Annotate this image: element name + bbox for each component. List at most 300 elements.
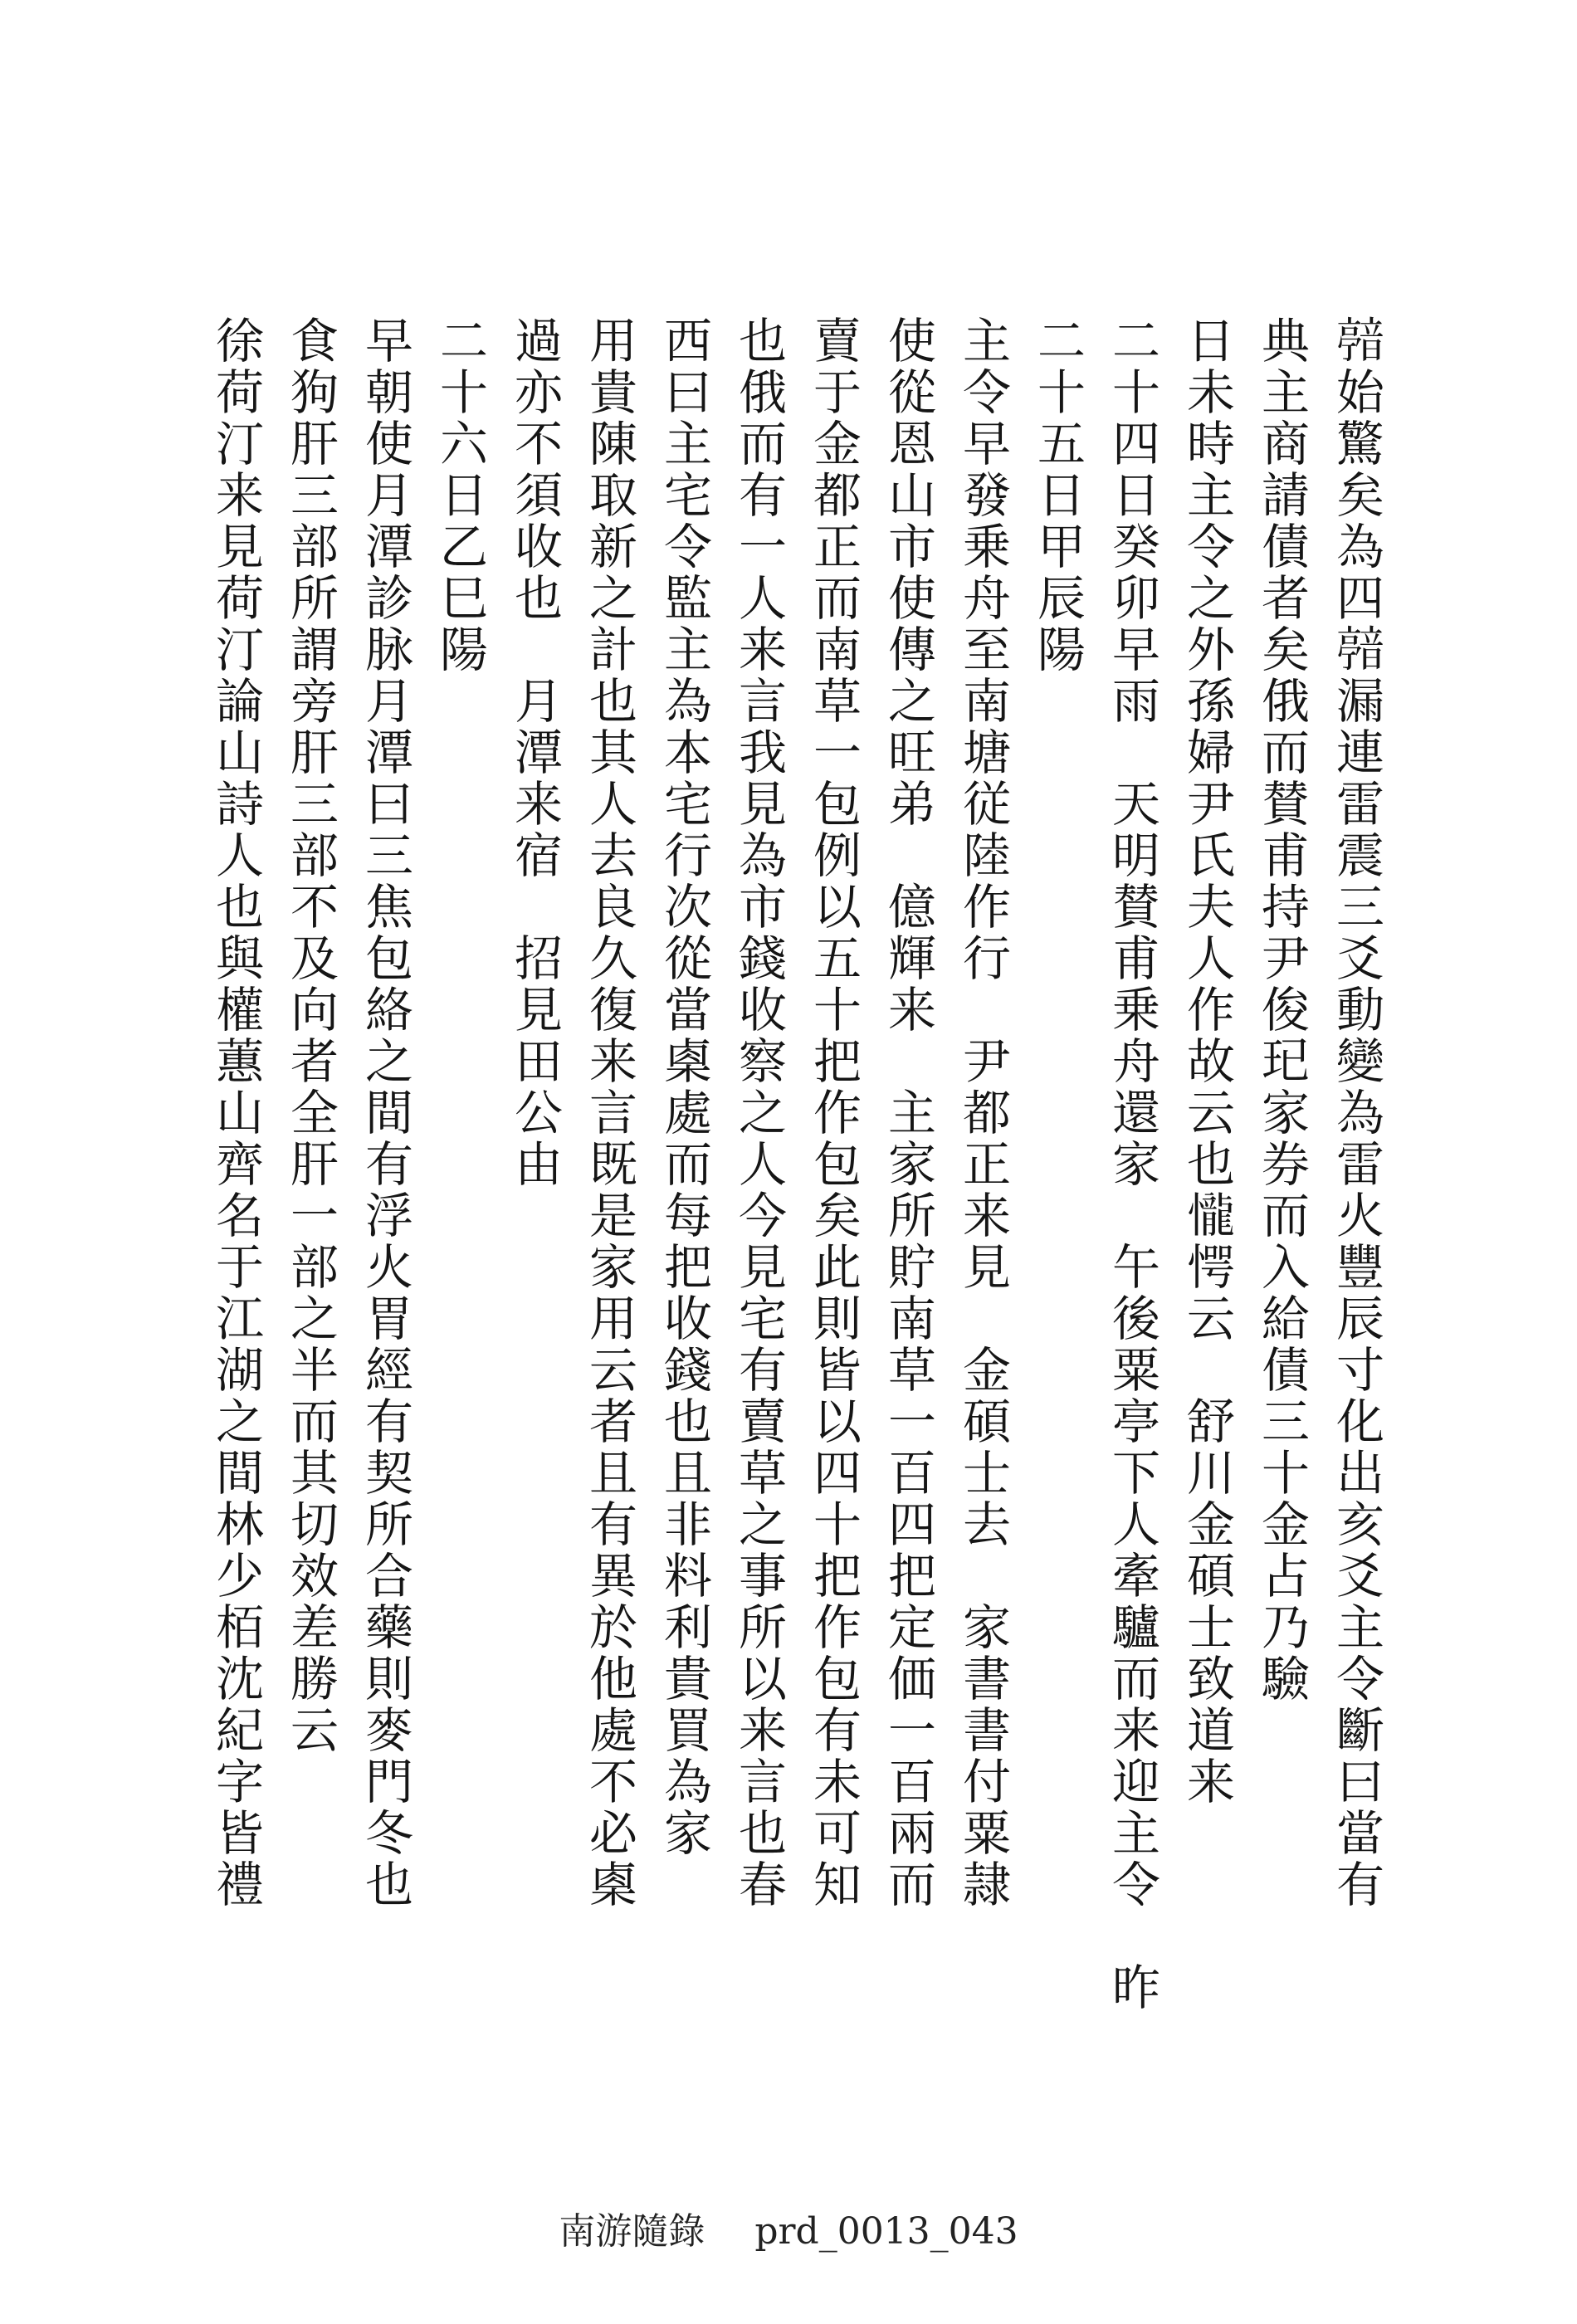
text-char: 之 [364, 1033, 413, 1090]
text-char: 食 [290, 313, 339, 369]
text-char: 㮚 [663, 1033, 712, 1090]
text-char: 三 [1335, 879, 1384, 935]
text-char: 林 [215, 1496, 264, 1553]
text-char: 旺 [887, 725, 936, 781]
text-char: 其 [290, 1445, 339, 1501]
text-char: 給 [1261, 1291, 1310, 1347]
text-char: 料 [663, 1548, 712, 1604]
text-char: 不 [290, 879, 339, 935]
text-column [1028, 315, 1096, 676]
text-char: 者 [588, 1394, 637, 1450]
text-char: 亭 [1111, 1394, 1160, 1450]
text-char: 與 [215, 930, 264, 987]
text-char: 来 [738, 622, 787, 678]
text-char: 賛 [1111, 879, 1160, 935]
text-char: 他 [588, 1651, 637, 1707]
text-char: 計 [588, 622, 637, 678]
text-char: 三 [290, 776, 339, 832]
text-char: 有 [738, 467, 787, 524]
text-char [505, 881, 573, 933]
text-char: 所 [364, 1496, 413, 1553]
text-char: 少 [215, 1548, 264, 1604]
text-char: 且 [663, 1445, 712, 1501]
text-char: 經 [364, 1342, 413, 1399]
text-char: 占 [1261, 1548, 1310, 1604]
text-char: 間 [364, 1085, 413, 1141]
text-column [1102, 315, 1170, 2014]
text-char: 冬 [364, 1805, 413, 1862]
text-char: 言 [588, 1085, 637, 1141]
text-char: 都 [962, 1085, 1011, 1141]
text-char: 山 [215, 725, 264, 781]
text-char: 十 [1037, 364, 1086, 421]
text-char: 舟 [962, 570, 1011, 627]
text-char: 家 [962, 1599, 1011, 1656]
text-char: 為 [1335, 519, 1384, 575]
text-char: 脉 [364, 622, 413, 678]
text-char: 勝 [290, 1651, 339, 1707]
text-char: 婦 [1186, 725, 1235, 781]
text-char: 為 [738, 828, 787, 884]
text-char: 貴 [588, 364, 637, 421]
text-char: 可 [813, 1805, 862, 1862]
text-char: 孫 [1186, 673, 1235, 730]
text-char: 矣 [1335, 467, 1384, 524]
text-char: 見 [962, 1239, 1011, 1296]
text-char: 者 [1261, 570, 1310, 627]
text-char: 之 [1186, 570, 1235, 627]
text-char: 粟 [962, 1805, 1011, 1862]
text-char: 不 [514, 416, 563, 472]
text-char: 見 [738, 776, 787, 832]
text-char [1102, 1190, 1170, 1242]
text-char: 乗 [1111, 982, 1160, 1038]
text-char: 日 [1111, 467, 1160, 524]
text-char: 五 [1037, 416, 1086, 472]
text-char: 效 [290, 1548, 339, 1604]
text-char: 尹 [1186, 776, 1235, 832]
text-char: 四 [1111, 416, 1160, 472]
text-char: 宅 [663, 776, 712, 832]
text-char: 而 [1261, 725, 1310, 781]
text-char: 云 [1186, 1291, 1235, 1347]
text-char: 金 [1261, 1496, 1310, 1553]
text-char: 把 [663, 1239, 712, 1296]
text-char: 㮚 [588, 1857, 637, 1913]
text-char: 十 [1111, 364, 1160, 421]
text-char: 也 [738, 1805, 787, 1862]
text-char: 之 [738, 1496, 787, 1553]
text-char: 當 [1335, 1805, 1384, 1862]
text-char: 俄 [1261, 673, 1310, 730]
text-char: 間 [215, 1445, 264, 1501]
text-char: 書 [962, 1702, 1011, 1759]
text-char: 公 [514, 1085, 563, 1141]
text-char: 監 [663, 570, 712, 627]
text-char: 錢 [738, 930, 787, 987]
text-char: 𩐴 [1335, 313, 1384, 369]
text-char: 雷 [1335, 1136, 1384, 1193]
text-char: 汀 [215, 416, 264, 472]
text-char: 甲 [1037, 519, 1086, 575]
text-column [206, 315, 274, 1911]
text-char: 見 [738, 1239, 787, 1296]
text-char: 沈 [215, 1651, 264, 1707]
text-char: 辰 [1037, 570, 1086, 627]
text-char: 之 [887, 673, 936, 730]
text-char: 早 [1111, 622, 1160, 678]
footer-code: prd_0013_043 [754, 2210, 1018, 2253]
text-char: 切 [290, 1496, 339, 1553]
text-char: 甫 [1261, 828, 1310, 884]
text-char: 于 [215, 1239, 264, 1296]
text-char: 曰 [1335, 1754, 1384, 1810]
text-char: 一 [738, 519, 787, 575]
text-char: 所 [290, 570, 339, 627]
text-char: 之 [215, 1394, 264, 1450]
text-column [505, 313, 573, 1193]
text-char: 草 [887, 1342, 936, 1399]
text-char: 有 [738, 1342, 787, 1399]
text-char: 荷 [215, 364, 264, 421]
text-char: 為 [1335, 1085, 1384, 1141]
text-char: 甫 [1111, 930, 1160, 987]
text-char: 焦 [364, 879, 413, 935]
text-char: 部 [290, 519, 339, 575]
text-char: 持 [1261, 879, 1310, 935]
text-char: 外 [1186, 622, 1235, 678]
text-char: 所 [887, 1188, 936, 1244]
text-char: 皆 [813, 1342, 862, 1399]
text-char: 家 [887, 1136, 936, 1193]
text-column [654, 313, 722, 1862]
text-char: 合 [364, 1548, 413, 1604]
text-char: 氏 [1186, 828, 1235, 884]
text-char: 至 [962, 622, 1011, 678]
text-char: 震 [1335, 828, 1384, 884]
text-char: 人 [738, 1136, 787, 1193]
text-char: 胃 [364, 1291, 413, 1347]
text-char: 也 [215, 879, 264, 935]
text-char: 来 [738, 1702, 787, 1759]
text-char: 四 [1335, 570, 1384, 627]
text-char: 来 [1186, 1754, 1235, 1810]
text-char: 例 [813, 828, 862, 884]
text-char: 十 [439, 364, 488, 421]
text-char: 宅 [663, 467, 712, 524]
text-char: 也 [1186, 1136, 1235, 1193]
text-char [1102, 1911, 1170, 1962]
text-char: 曰 [364, 776, 413, 832]
text-char: 荷 [215, 570, 264, 627]
text-char: 宅 [738, 1291, 787, 1347]
text-char: 驚 [1335, 416, 1384, 472]
text-char: 午 [1111, 1239, 1160, 1296]
text-char: 家 [663, 1805, 712, 1862]
text-char: 察 [738, 1033, 787, 1090]
text-char: 云 [588, 1342, 637, 1399]
text-char: 云 [290, 1702, 339, 1759]
text-char: 日 [439, 467, 488, 524]
text-char [878, 830, 946, 881]
text-char: 碩 [1186, 1548, 1235, 1604]
text-char: 一 [887, 1394, 936, 1450]
text-char: 月 [514, 673, 563, 730]
text-char: 且 [588, 1445, 637, 1501]
text-column [355, 315, 423, 1911]
text-char: 紀 [215, 1702, 264, 1759]
text-char: 十 [813, 982, 862, 1038]
text-char: 未 [813, 1754, 862, 1810]
text-char: 也 [663, 1394, 712, 1450]
text-char: 三 [290, 467, 339, 524]
text-char: 主 [1261, 364, 1310, 421]
text-char: 乃 [1261, 1599, 1310, 1656]
text-char: 従 [962, 776, 1011, 832]
text-char: 二 [439, 313, 488, 369]
text-char: 愕 [1186, 1239, 1235, 1296]
text-char: 辰 [1335, 1291, 1384, 1347]
text-char: 億 [887, 879, 936, 935]
text-char: 債 [1261, 1342, 1310, 1399]
footer-title: 南游隨錄 [559, 2210, 706, 2253]
text-char: 不 [588, 1754, 637, 1810]
text-char: 兩 [887, 1805, 936, 1862]
text-char: 夫 [1186, 879, 1235, 935]
text-char: 既 [588, 1136, 637, 1193]
text-char: 於 [588, 1599, 637, 1656]
text-char: 人 [1186, 930, 1235, 987]
text-char: 日 [1186, 313, 1235, 369]
text-char: 狗 [290, 364, 339, 421]
text-char: 湖 [215, 1342, 264, 1399]
text-char: 債 [1261, 519, 1310, 575]
text-char: 商 [1261, 416, 1310, 472]
text-char: 隷 [962, 1857, 1011, 1913]
text-char: 十 [813, 1496, 862, 1553]
text-char: 絡 [364, 982, 413, 1038]
text-char: 驗 [1261, 1651, 1310, 1707]
text-char: 家 [588, 1239, 637, 1296]
text-char: 作 [1186, 982, 1235, 1038]
text-char: 川 [1186, 1445, 1235, 1501]
text-char: 𩐴 [1335, 622, 1384, 678]
text-char: 後 [1111, 1291, 1160, 1347]
text-char: 謂 [290, 622, 339, 678]
text-char: 曰 [663, 364, 712, 421]
text-char: 令 [1335, 1651, 1384, 1707]
text-char: 陳 [588, 416, 637, 472]
text-char: 名 [215, 1188, 264, 1244]
text-char: 非 [663, 1496, 712, 1553]
text-char [505, 624, 573, 676]
text-char: 而 [887, 1857, 936, 1913]
text-char: 亥 [1335, 1496, 1384, 1553]
text-char: 收 [514, 519, 563, 575]
text-column [1326, 315, 1394, 1911]
text-char: 當 [663, 982, 712, 1038]
text-char: 使 [887, 313, 936, 369]
text-char: 四 [813, 1445, 862, 1501]
text-char: 南 [813, 622, 862, 678]
text-char: 尹 [962, 1033, 1011, 1090]
text-char: 人 [588, 776, 637, 832]
text-char: 言 [738, 673, 787, 730]
text-char: 主 [663, 622, 712, 678]
text-char: 朝 [364, 364, 413, 421]
text-char: 詩 [215, 776, 264, 832]
text-column [729, 315, 797, 1911]
text-char: 有 [364, 1136, 413, 1193]
text-char: 亦 [514, 364, 563, 421]
text-char: 金 [962, 1342, 1011, 1399]
text-char: 士 [1186, 1599, 1235, 1656]
text-char: 始 [1335, 364, 1384, 421]
text-char: 雨 [1111, 673, 1160, 730]
text-char: 俊 [1261, 982, 1310, 1038]
text-char: 向 [290, 982, 339, 1038]
text-char: 由 [514, 1136, 563, 1193]
text-char: 十 [1261, 1445, 1310, 1501]
text-char: 令 [962, 364, 1011, 421]
text-char: 書 [962, 1651, 1011, 1707]
text-char: 則 [364, 1651, 413, 1707]
text-char: 南 [962, 673, 1011, 730]
text-char: 令 [663, 519, 712, 575]
text-char: 潭 [364, 519, 413, 575]
text-char: 主 [1335, 1599, 1384, 1656]
text-char: 差 [290, 1599, 339, 1656]
text-char: 牽 [1111, 1548, 1160, 1604]
text-char: 包 [813, 1136, 862, 1193]
text-char: 一 [887, 1702, 936, 1759]
text-char: 火 [1335, 1188, 1384, 1244]
text-char: 早 [364, 313, 413, 369]
text-column [281, 313, 349, 1759]
text-char: 昨 [1111, 1960, 1160, 2016]
text-char: 為 [663, 1754, 712, 1810]
text-char: 驢 [1111, 1599, 1160, 1656]
text-char: 把 [887, 1548, 936, 1604]
text-char: 而 [738, 416, 787, 472]
text-char: 陽 [1037, 622, 1086, 678]
text-char: 尹 [1261, 930, 1310, 987]
text-char: 之 [588, 570, 637, 627]
text-char: 𢤱 [1186, 1188, 1235, 1244]
text-char: 令 [1186, 519, 1235, 575]
text-char: 我 [738, 725, 787, 781]
text-char: 粟 [1111, 1342, 1160, 1399]
text-char: 取 [588, 467, 637, 524]
text-char: 主 [962, 313, 1011, 369]
text-char: 正 [962, 1136, 1011, 1193]
text-char: 人 [215, 828, 264, 884]
text-char: 豐 [1335, 1239, 1384, 1296]
text-char: 塘 [962, 725, 1011, 781]
text-char: 来 [588, 1033, 637, 1090]
text-char: 傳 [887, 622, 936, 678]
text-char: 良 [588, 879, 637, 935]
text-char: 賣 [738, 1394, 787, 1450]
text-column [1252, 315, 1320, 1705]
text-char: 市 [738, 879, 787, 935]
text-char: 其 [588, 725, 637, 781]
text-char: 致 [1186, 1651, 1235, 1707]
text-char: 動 [1335, 982, 1384, 1038]
text-char: 乗 [962, 519, 1011, 575]
text-char: 百 [887, 1754, 936, 1810]
text-char: 而 [290, 1394, 339, 1450]
text-char: 須 [514, 467, 563, 524]
text-char: 春 [738, 1857, 787, 1913]
text-char: 從 [887, 364, 936, 421]
text-char: 草 [738, 1445, 787, 1501]
text-char: 券 [1261, 1136, 1310, 1193]
text-char: 藥 [364, 1599, 413, 1656]
text-char: 明 [1111, 828, 1160, 884]
text-char: 今 [738, 1188, 787, 1244]
text-char: 之 [738, 1085, 787, 1141]
text-char: 宿 [514, 828, 563, 884]
text-char: 每 [663, 1188, 712, 1244]
text-char: 此 [813, 1239, 862, 1296]
text-char: 也 [738, 313, 787, 369]
text-char: 次 [663, 879, 712, 935]
text-char: 蕙 [215, 1033, 264, 1090]
text-char: 下 [1111, 1445, 1160, 1501]
text-char: 雷 [1335, 776, 1384, 832]
text-char: 用 [588, 313, 637, 369]
text-char: 漏 [1335, 673, 1384, 730]
text-char: 包 [364, 930, 413, 987]
text-char: 都 [813, 467, 862, 524]
text-char: 矣 [1261, 622, 1310, 678]
text-char: 把 [813, 1548, 862, 1604]
text-char: 則 [813, 1291, 862, 1347]
text-char: 連 [1335, 725, 1384, 781]
text-char: 過 [514, 313, 563, 369]
text-char: 使 [887, 570, 936, 627]
text-char: 来 [962, 1188, 1011, 1244]
text-char: 云 [1186, 1085, 1235, 1141]
text-char [878, 1036, 946, 1087]
text-char: 人 [738, 570, 787, 627]
text-char: 貯 [887, 1239, 936, 1296]
text-char: 行 [663, 828, 712, 884]
text-char: 乙 [439, 519, 488, 575]
text-char: 主 [887, 1085, 936, 1141]
text-char: 令 [1111, 1857, 1160, 1913]
text-char: 賣 [813, 313, 862, 369]
text-char: 者 [290, 1033, 339, 1090]
text-char [953, 1293, 1021, 1345]
text-char: 汀 [215, 622, 264, 678]
text-char [953, 984, 1021, 1036]
text-char: 寸 [1335, 1342, 1384, 1399]
text-char: 付 [962, 1754, 1011, 1810]
text-column [579, 315, 647, 1911]
text-char: 有 [813, 1702, 862, 1759]
text-char: 化 [1335, 1394, 1384, 1450]
text-char: 見 [215, 519, 264, 575]
text-char: 復 [588, 982, 637, 1038]
text-char: 是 [588, 1188, 637, 1244]
text-char: 草 [813, 673, 862, 730]
text-char: 請 [1261, 467, 1310, 524]
text-char: 陸 [962, 828, 1011, 884]
text-char: 家 [1111, 1136, 1160, 1193]
text-char: 家 [1261, 1085, 1310, 1141]
